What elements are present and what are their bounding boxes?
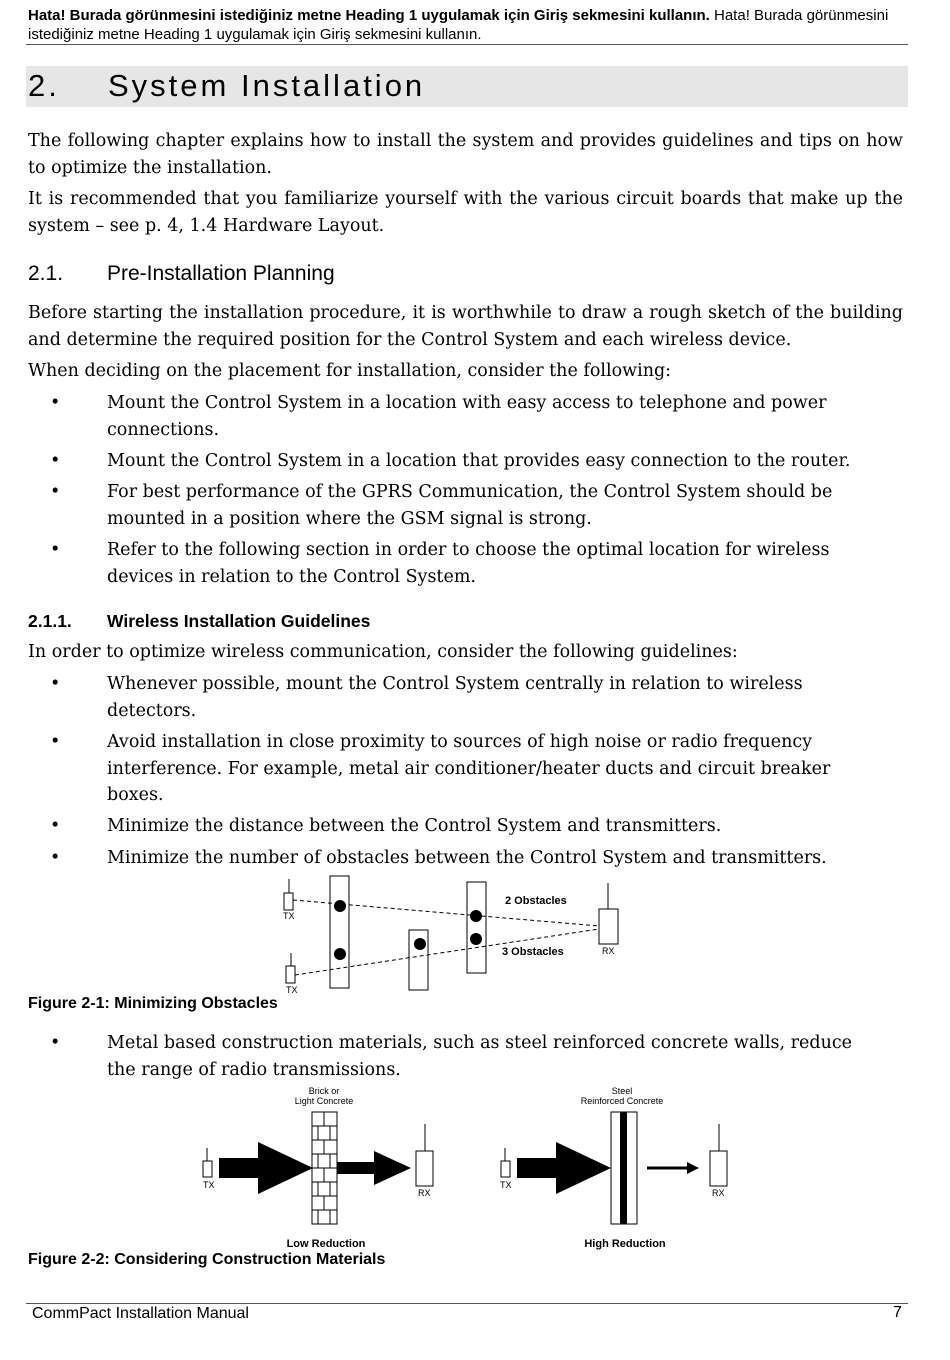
bullet-dot: • [50,540,61,560]
intro-paragraph-1: The following chapter explains how to install the system and provides guidelines and tips on how to optimize the installation. [28,131,903,178]
bullet-dot: • [50,848,61,868]
footer-rule [26,1303,908,1304]
section-number: 2.1.1. [28,611,72,631]
list-item-text: Minimize the number of obstacles between the Control System and transmitters. [107,848,827,868]
path-crossing-dot [334,900,346,912]
signal-arrow-medium [337,1151,411,1185]
signal-arrow-strong [517,1142,611,1194]
header-error-bold: Hata! Burada görünmesini istediğiniz metne Heading 1 uygulamak için Giriş sekmesini kullanın. [28,7,710,24]
steel-reinforced-wall [611,1112,637,1224]
brick-label-line-2: Light Concrete [294,1096,354,1106]
label-2-obstacles: 2 Obstacles [505,895,567,907]
obstacle-wall-3 [467,882,486,973]
section-title: Pre-Installation Planning [107,262,335,285]
list-item-text: For best performance of the GPRS Communication, the Control System should be mounted in a position where the GSM signal is strong. [107,482,833,529]
list-item-text: Mount the Control System in a location that provides easy connection to the router. [107,451,851,471]
list-item-text: Mount the Control System in a location with easy access to telephone and power connections. [107,393,827,440]
figure-caption-2-2: Figure 2-2: Considering Construction Materials [28,1251,386,1268]
list-item-text: Metal based construction materials, such as steel reinforced concrete walls, reduce the range of radio transmissions. [107,1033,852,1080]
path-crossing-dot [470,933,482,945]
tx-label-top: TX [283,911,295,921]
tx-label-right: TX [500,1180,512,1190]
page-number: 7 [893,1304,902,1321]
intro-paragraph-2: It is recommended that you familiarize yourself with the various circuit boards that make up the system – see p. 4, 1.4 Hardware Layout. [28,189,903,236]
footer-title: CommPact Installation Manual [32,1305,249,1322]
planning-paragraph-1: Before starting the installation procedure, it is worthwhile to draw a rough sketch of the building and determine the required position for the Control System and each wireless device. [28,303,903,350]
tx-label-bottom: TX [286,985,298,995]
low-reduction-label: Low Reduction [286,1238,366,1250]
list-item-text: Minimize the distance between the Control System and transmitters. [107,816,722,836]
list-item-text: Refer to the following section in order to choose the optimal location for wireless devices in relation to the Control System. [107,540,830,587]
brick-wall [312,1112,337,1224]
obstacle-wall-1 [330,876,349,988]
rx-label: RX [602,946,615,956]
bullet-dot: • [50,1033,61,1053]
section-number: 2.1. [28,262,64,285]
planning-paragraph-2: When deciding on the placement for installation, consider the following: [28,361,672,381]
high-reduction-label: High Reduction [584,1238,666,1250]
tx-label-left: TX [203,1180,215,1190]
rx-label-left: RX [418,1188,431,1198]
chapter-title: System Installation [108,68,426,103]
bullet-dot: • [50,732,61,752]
signal-arrow-strong [219,1142,313,1194]
bullet-dot: • [50,393,61,413]
bullet-dot: • [50,451,61,471]
figure-construction-materials [0,1080,950,1260]
steel-label-line-1: Steel [611,1086,633,1096]
list-item-text: Whenever possible, mount the Control System centrally in relation to wireless detectors. [107,674,803,721]
tx-device-left [203,1161,212,1177]
steel-label-line-2: Reinforced Concrete [580,1096,664,1106]
bullet-dot: • [50,674,61,694]
figure-caption-2-1: Figure 2-1: Minimizing Obstacles [28,995,278,1012]
path-crossing-dot [334,948,346,960]
tx-device-bottom [286,966,295,983]
brick-label-line-1: Brick or [308,1086,340,1096]
chapter-number: 2. [28,68,60,103]
label-3-obstacles: 3 Obstacles [502,946,564,958]
tx-device-right [501,1161,510,1177]
path-crossing-dot [414,938,426,950]
rx-label-right: RX [712,1188,725,1198]
rx-device [599,909,618,944]
path-crossing-dot [470,910,482,922]
rx-device-left [416,1151,433,1186]
bullet-dot: • [50,816,61,836]
tx-device-top [284,893,293,910]
list-item-text: Avoid installation in close proximity to sources of high noise or radio frequency interference. For example, metal air conditioner/heater ducts and circuit breaker boxes. [107,732,831,805]
guidelines-paragraph: In order to optimize wireless communication, consider the following guidelines: [28,642,738,662]
header-error-normal: Hata! Burada görünmesini istediğiniz metne Heading 1 uygulamak için Giriş sekmesini kullanın. [28,7,889,43]
bullet-dot: • [50,482,61,502]
rx-device-right [710,1151,727,1186]
section-title: Wireless Installation Guidelines [107,611,371,631]
